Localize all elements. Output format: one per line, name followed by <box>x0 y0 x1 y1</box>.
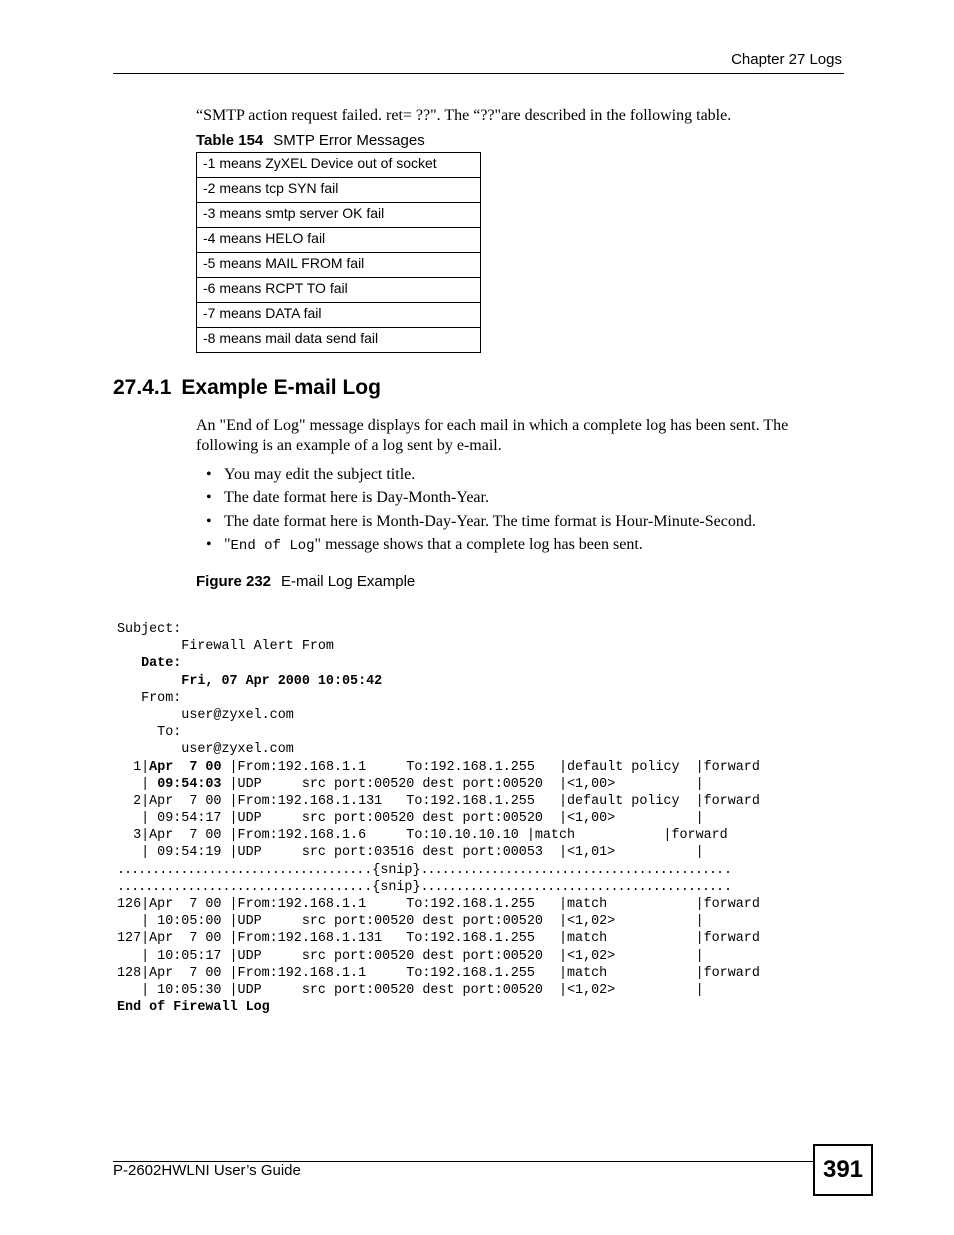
table-row <box>197 278 481 303</box>
log-segment: |UDP src port:00520 dest port:00520 |<1,00> | <box>221 776 704 792</box>
log-line: 3|Apr 7 00 |From:192.168.1.6 To:10.10.10.10 |match |forward <box>117 828 728 844</box>
log-line: user@zyxel.com <box>117 707 294 723</box>
table-label: Table 154 <box>196 132 264 149</box>
log-segment: .. <box>716 879 733 895</box>
log-line: From: <box>117 690 182 706</box>
log-line: 2|Apr 7 00 |From:192.168.1.131 To:192.168.1.255 |default policy |forward <box>117 793 760 809</box>
log-snip-line <box>117 862 760 879</box>
log-line: | 10:05:00 |UDP src port:00520 dest port:00520 |<1,02> | <box>117 914 704 930</box>
table-cell: -1 means ZyXEL Device out of socket <box>197 153 481 178</box>
log-segment-bold: Apr 7 00 <box>149 759 222 775</box>
page-number: 391 <box>813 1144 873 1196</box>
list-item-prefix: " <box>224 536 231 554</box>
table-cell: -5 means MAIL FROM fail <box>197 253 481 278</box>
list-item-text: The date format here is Month-Day-Year. The time format is Hour-Minute-Second. <box>224 512 756 530</box>
figure-title: E-mail Log Example <box>281 573 416 590</box>
log-line <box>117 776 760 793</box>
log-line: To: <box>117 725 182 741</box>
list-item-text: The date format here is Day-Month-Year. <box>224 489 489 507</box>
section-paragraph: An "End of Log" message displays for each mail in which a complete log has been sent. The following is an example of a log sent by e-mail. <box>196 417 789 454</box>
table-row <box>197 303 481 328</box>
log-line: | 09:54:19 |UDP src port:03516 dest port:00053 |<1,01> | <box>117 845 704 861</box>
list-item <box>206 534 756 557</box>
log-segment: 1| <box>117 759 150 775</box>
log-segment: | <box>117 776 158 792</box>
table-row <box>197 178 481 203</box>
table-row <box>197 228 481 253</box>
log-snip-line <box>117 879 760 896</box>
log-line: Subject: <box>117 622 182 637</box>
section-number: 27.4.1 <box>113 376 172 399</box>
log-segment: ..{snip} <box>356 862 421 878</box>
table-row <box>197 253 481 278</box>
log-segment: .................................. <box>117 879 357 895</box>
table-caption <box>196 132 425 149</box>
header-rule <box>113 73 844 74</box>
log-line: Fri, 07 Apr 2000 10:05:42 <box>117 673 383 689</box>
table-row <box>197 203 481 228</box>
inline-code: End of Log <box>230 538 315 555</box>
list-item-text: You may edit the subject title. <box>224 466 416 483</box>
guide-title: P-2602HWLNI User’s Guide <box>113 1162 301 1179</box>
section-title: Example E-mail Log <box>181 376 381 399</box>
table-cell: -7 means DATA fail <box>197 303 481 328</box>
log-segment: ..{snip} <box>356 879 421 895</box>
table-cell: -8 means mail data send fail <box>197 328 481 353</box>
email-log-example <box>117 621 760 1016</box>
log-line: | 09:54:17 |UDP src port:00520 dest port:00520 |<1,00> | <box>117 811 704 827</box>
bullet-icon: • <box>206 489 212 507</box>
intro-text: “SMTP action request failed. ret= ??". The “??"are described in the following table. <box>196 107 732 124</box>
log-segment: |From:192.168.1.1 To:192.168.1.255 |default policy |forward <box>221 759 760 775</box>
log-line: Date: <box>117 656 182 672</box>
table-title: SMTP Error Messages <box>273 132 425 149</box>
chapter-header: Chapter 27 Logs <box>731 51 842 68</box>
bullet-list <box>206 464 756 558</box>
log-line: | 10:05:30 |UDP src port:00520 dest port:00520 |<1,02> | <box>117 982 704 998</box>
log-line: 126|Apr 7 00 |From:192.168.1.1 To:192.168.1.255 |match |forward <box>117 897 760 912</box>
table-cell: -2 means tcp SYN fail <box>197 178 481 203</box>
section-heading <box>113 376 381 400</box>
log-line: | 10:05:17 |UDP src port:00520 dest port:00520 |<1,02> | <box>117 948 704 964</box>
log-line <box>117 759 760 776</box>
bullet-icon: • <box>206 466 212 483</box>
figure-caption <box>196 573 415 590</box>
list-item-suffix: " message shows that a complete log has been sent. <box>314 536 643 554</box>
log-segment-bold: 09:54:03 <box>157 776 222 792</box>
log-segment: .......................................... <box>420 879 717 895</box>
log-segment: .. <box>716 862 733 878</box>
log-line: 127|Apr 7 00 |From:192.168.1.131 To:192.168.1.255 |match |forward <box>117 931 760 947</box>
log-line: user@zyxel.com <box>117 742 294 758</box>
figure-label: Figure 232 <box>196 573 272 590</box>
table-row <box>197 328 481 353</box>
list-item <box>206 487 756 510</box>
list-item <box>206 511 756 534</box>
log-end-line: End of Firewall Log <box>117 1000 270 1016</box>
list-item <box>206 464 756 487</box>
log-line: Firewall Alert From <box>117 639 334 655</box>
smtp-error-table <box>196 152 481 353</box>
log-segment: .................................. <box>117 862 357 878</box>
log-line: 128|Apr 7 00 |From:192.168.1.1 To:192.168.1.255 |match |forward <box>117 965 760 981</box>
table-row <box>197 153 481 178</box>
table-cell: -3 means smtp server OK fail <box>197 203 481 228</box>
bullet-icon: • <box>206 512 212 530</box>
bullet-icon: • <box>206 536 212 554</box>
log-segment: .......................................... <box>420 862 717 878</box>
table-cell: -4 means HELO fail <box>197 228 481 253</box>
table-cell: -6 means RCPT TO fail <box>197 278 481 303</box>
